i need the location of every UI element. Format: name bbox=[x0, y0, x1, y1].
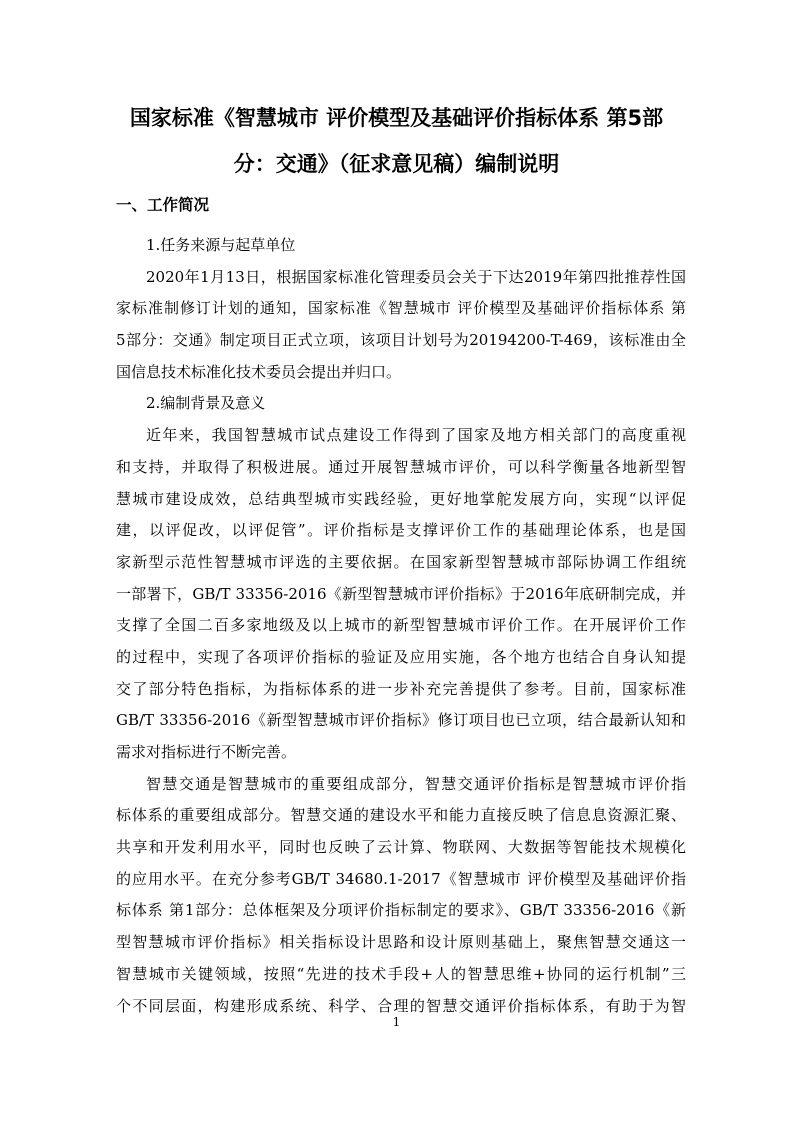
paragraph-line: 智慧交通是智慧城市的重要组成部分，智慧交通评价指标是智慧城市评价指 bbox=[146, 774, 686, 793]
paragraph-line: 交了部分特色指标，为指标体系的进一步补充完善提供了参考。目前，国家标准 bbox=[116, 679, 686, 698]
section-heading-work-overview: 一、工作简况 bbox=[116, 196, 210, 214]
paragraph-line: 5部分：交通》制定项目正式立项，该项目计划号为20194200-T-469，该标准由全 bbox=[116, 331, 686, 350]
paragraph-line: 标体系的重要组成部分。智慧交通的建设水平和能力直接反映了信息息资源汇聚、 bbox=[116, 806, 686, 825]
paragraph-line: 的过程中，实现了各项评价指标的验证及应用实施，各个地方也结合自身认知提 bbox=[116, 647, 686, 666]
title-line-2: 分：交通》（征求意见稿）编制说明 bbox=[233, 152, 560, 176]
paragraph-line: 家新型示范性智慧城市评选的主要依据。在国家新型智慧城市部际协调工作组统 bbox=[116, 552, 686, 571]
paragraph-line: 近年来，我国智慧城市试点建设工作得到了国家及地方相关部门的高度重视 bbox=[146, 426, 686, 445]
paragraph-line: 和支持，并取得了积极进展。通过开展智慧城市评价，可以科学衡量各地新型智 bbox=[116, 457, 686, 476]
document-title bbox=[110, 95, 683, 187]
paragraph-line: 的应用水平。在充分参考GB/T 34680.1-2017《智慧城市 评价模型及基础评价指 bbox=[116, 869, 686, 888]
paragraph-line: 标体系 第1部分：总体框架及分项评价指标制定的要求》、GB/T 33356-2016《新 bbox=[116, 901, 686, 920]
document-body bbox=[116, 230, 686, 1022]
paragraph-line: 一部署下，GB/T 33356-2016《新型智慧城市评价指标》于2016年底研制完成，并 bbox=[116, 584, 686, 603]
paragraph-line: 国信息技术标准化技术委员会提出并归口。 bbox=[116, 362, 402, 381]
paragraph-line: 共享和开发利用水平，同时也反映了云计算、物联网、大数据等智能技术规模化 bbox=[116, 838, 686, 857]
paragraph-line: 慧城市建设成效，总结典型城市实践经验，更好地掌舵发展方向，实现“以评促 bbox=[116, 489, 686, 508]
page-number: 1 bbox=[392, 1015, 401, 1029]
paragraph-line: GB/T 33356-2016《新型智慧城市评价指标》修订项目也已立项，结合最新认知和 bbox=[116, 711, 686, 730]
paragraph-line: 家标准制修订计划的通知，国家标准《智慧城市 评价模型及基础评价指标体系 第 bbox=[116, 299, 686, 318]
paragraph-line: 个不同层面，构建形成系统、科学、合理的智慧交通评价指标体系，有助于为智 bbox=[116, 996, 686, 1015]
paragraph-line: 建，以评促改，以评促管”。评价指标是支撑评价工作的基础理论体系，也是国 bbox=[116, 521, 686, 540]
subsection-heading-background: 2.编制背景及意义 bbox=[146, 394, 266, 413]
paragraph-line: 智慧城市关键领域，按照“先进的技术手段+人的智慧思维+协同的运行机制”三 bbox=[116, 964, 686, 983]
paragraph-line: 支撑了全国二百多家地级及以上城市的新型智慧城市评价工作。在开展评价工作 bbox=[116, 616, 686, 635]
paragraph-line: 型智慧城市评价指标》相关指标设计思路和设计原则基础上，聚焦智慧交通这一 bbox=[116, 933, 686, 952]
title-line-1: 国家标准《智慧城市 评价模型及基础评价指标体系 第5部 bbox=[129, 106, 664, 130]
paragraph-line: 2020年1月13日，根据国家标准化管理委员会关于下达2019年第四批推荐性国 bbox=[146, 267, 686, 286]
paragraph-line: 需求对指标进行不断完善。 bbox=[116, 743, 297, 761]
subsection-heading-task-source: 1.任务来源与起草单位 bbox=[146, 236, 296, 254]
